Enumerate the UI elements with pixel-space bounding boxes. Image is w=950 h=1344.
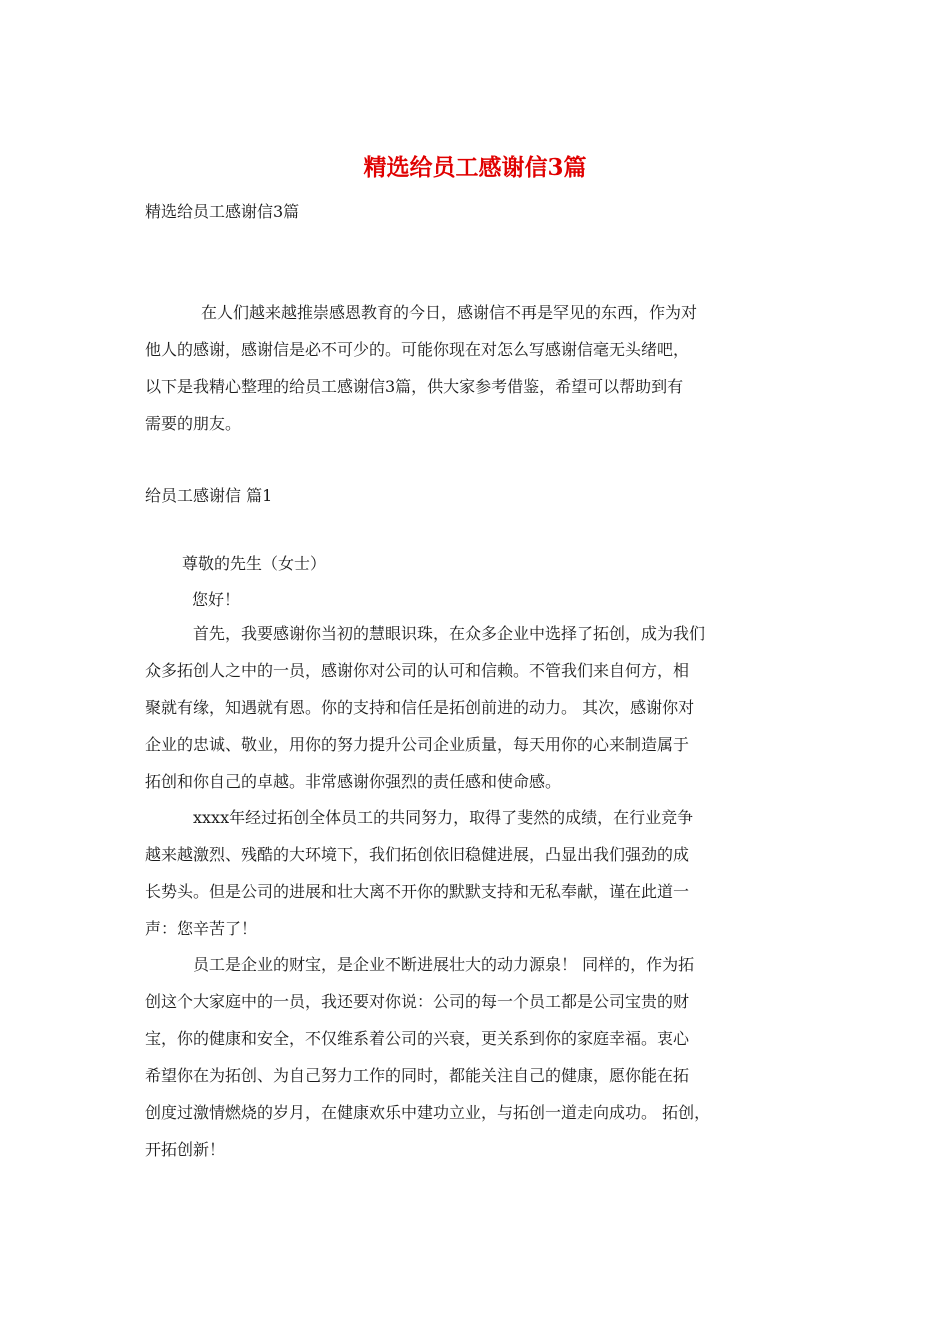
intro-line: 以下是我精心整理的给员工感谢信3篇，供大家参考借鉴，希望可以帮助到有 bbox=[145, 377, 684, 396]
letter-greeting: 您好！ bbox=[192, 590, 241, 609]
section-heading: 给员工感谢信 篇1 bbox=[145, 486, 273, 505]
intro-line: 他人的感谢，感谢信是必不可少的。可能你现在对怎么写感谢信毫无头绪吧， bbox=[145, 340, 690, 359]
document-subtitle: 精选给员工感谢信3篇 bbox=[145, 202, 300, 221]
paragraph-line: 声：您辛苦了！ bbox=[145, 919, 258, 938]
paragraph-line: 创度过激情燃烧的岁月，在健康欢乐中建功立业，与拓创一道走向成功。 拓创， bbox=[145, 1103, 711, 1122]
paragraph-line: 宝，你的健康和安全，不仅维系着公司的兴衰，更关系到你的家庭幸福。衷心 bbox=[145, 1029, 690, 1048]
paragraph-line: 创这个大家庭中的一员，我还要对你说：公司的每一个员工都是公司宝贵的财 bbox=[145, 992, 690, 1011]
paragraph-line: 员工是企业的财宝，是企业不断进展壮大的动力源泉！ 同样的，作为拓 bbox=[193, 955, 695, 974]
paragraph-line: 企业的忠诚、敬业，用你的努力提升公司企业质量，每天用你的心来制造属于 bbox=[145, 735, 690, 754]
paragraph-line: 拓创和你自己的卓越。非常感谢你强烈的责任感和使命感。 bbox=[145, 772, 562, 791]
letter-paragraph-3 bbox=[145, 946, 820, 1168]
paragraph-line: 长势头。但是公司的进展和壮大离不开你的默默支持和无私奉献，谨在此道一 bbox=[145, 882, 690, 901]
letter-paragraph-1 bbox=[145, 615, 820, 800]
intro-paragraph bbox=[145, 294, 820, 442]
letter-paragraph-2 bbox=[145, 799, 820, 947]
paragraph-line: 越来越激烈、残酷的大环境下，我们拓创依旧稳健进展，凸显出我们强劲的成 bbox=[145, 845, 690, 864]
paragraph-line: 首先，我要感谢你当初的慧眼识珠，在众多企业中选择了拓创，成为我们 bbox=[193, 624, 706, 643]
paragraph-line: 聚就有缘，知遇就有恩。你的支持和信任是拓创前进的动力。 其次，感谢你对 bbox=[145, 698, 695, 717]
paragraph-line: 众多拓创人之中的一员，感谢你对公司的认可和信赖。不管我们来自何方，相 bbox=[145, 661, 690, 680]
letter-salutation: 尊敬的先生（女士） bbox=[182, 554, 327, 573]
intro-line: 在人们越来越推崇感恩教育的今日，感谢信不再是罕见的东西，作为对 bbox=[201, 303, 698, 322]
intro-line: 需要的朋友。 bbox=[145, 414, 242, 433]
document-title: 精选给员工感谢信3篇 bbox=[363, 154, 587, 181]
paragraph-line: xxxx年经过拓创全体员工的共同努力，取得了斐然的成绩，在行业竞争 bbox=[193, 808, 694, 827]
paragraph-line: 开拓创新！ bbox=[145, 1140, 226, 1159]
paragraph-line: 希望你在为拓创、为自己努力工作的同时，都能关注自己的健康，愿你能在拓 bbox=[145, 1066, 690, 1085]
